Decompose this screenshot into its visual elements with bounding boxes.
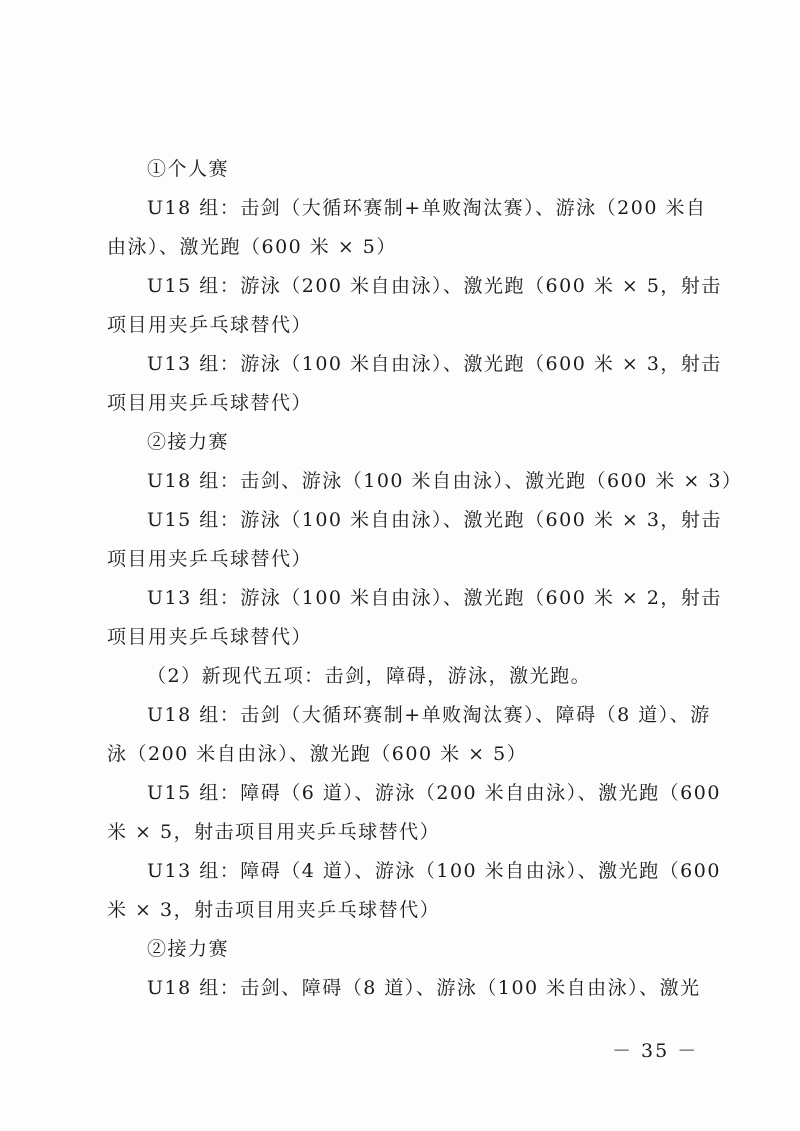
- text-line: U18 组：击剑、游泳（100 米自由泳）、激光跑（600 米 × 3）: [147, 470, 743, 492]
- text-line: U18 组：击剑（大循环赛制+单败淘汰赛）、障碍（8 道）、游: [147, 704, 711, 726]
- text-line: ①个人赛: [147, 158, 230, 180]
- text-line: U15 组：游泳（100 米自由泳）、激光跑（600 米 × 3，射击: [147, 509, 722, 531]
- text-line: U15 组：游泳（200 米自由泳）、激光跑（600 米 × 5，射击: [147, 275, 722, 297]
- text-line: 泳（200 米自由泳）、激光跑（600 米 × 5）: [107, 743, 528, 765]
- text-line: 项目用夹乒乓球替代）: [107, 548, 313, 570]
- text-line: 项目用夹乒乓球替代）: [107, 392, 313, 414]
- text-line: U18 组：击剑（大循环赛制+单败淘汰赛）、游泳（200 米自: [147, 197, 707, 219]
- text-line: U15 组：障碍（6 道）、游泳（200 米自由泳）、激光跑（600: [147, 782, 721, 804]
- text-line: 由泳）、激光跑（600 米 × 5）: [107, 236, 397, 258]
- text-line: 米 × 3，射击项目用夹乒乓球替代）: [107, 899, 441, 921]
- text-line: U13 组：障碍（4 道）、游泳（100 米自由泳）、激光跑（600: [147, 860, 721, 882]
- text-line: U18 组：击剑、障碍（8 道）、游泳（100 米自由泳）、激光: [147, 977, 701, 999]
- text-line: ②接力赛: [147, 431, 230, 453]
- page-number: － 35 －: [612, 1040, 699, 1062]
- document-body: [107, 150, 743, 1008]
- text-line: U13 组：游泳（100 米自由泳）、激光跑（600 米 × 3，射击: [147, 353, 722, 375]
- text-line: 项目用夹乒乓球替代）: [107, 626, 313, 648]
- text-line: ②接力赛: [147, 938, 230, 960]
- text-line: 项目用夹乒乓球替代）: [107, 314, 313, 336]
- text-line: （2）新现代五项：击剑，障碍，游泳，激光跑。: [147, 665, 592, 687]
- text-line: U13 组：游泳（100 米自由泳）、激光跑（600 米 × 2，射击: [147, 587, 722, 609]
- text-line: 米 × 5，射击项目用夹乒乓球替代）: [107, 821, 441, 843]
